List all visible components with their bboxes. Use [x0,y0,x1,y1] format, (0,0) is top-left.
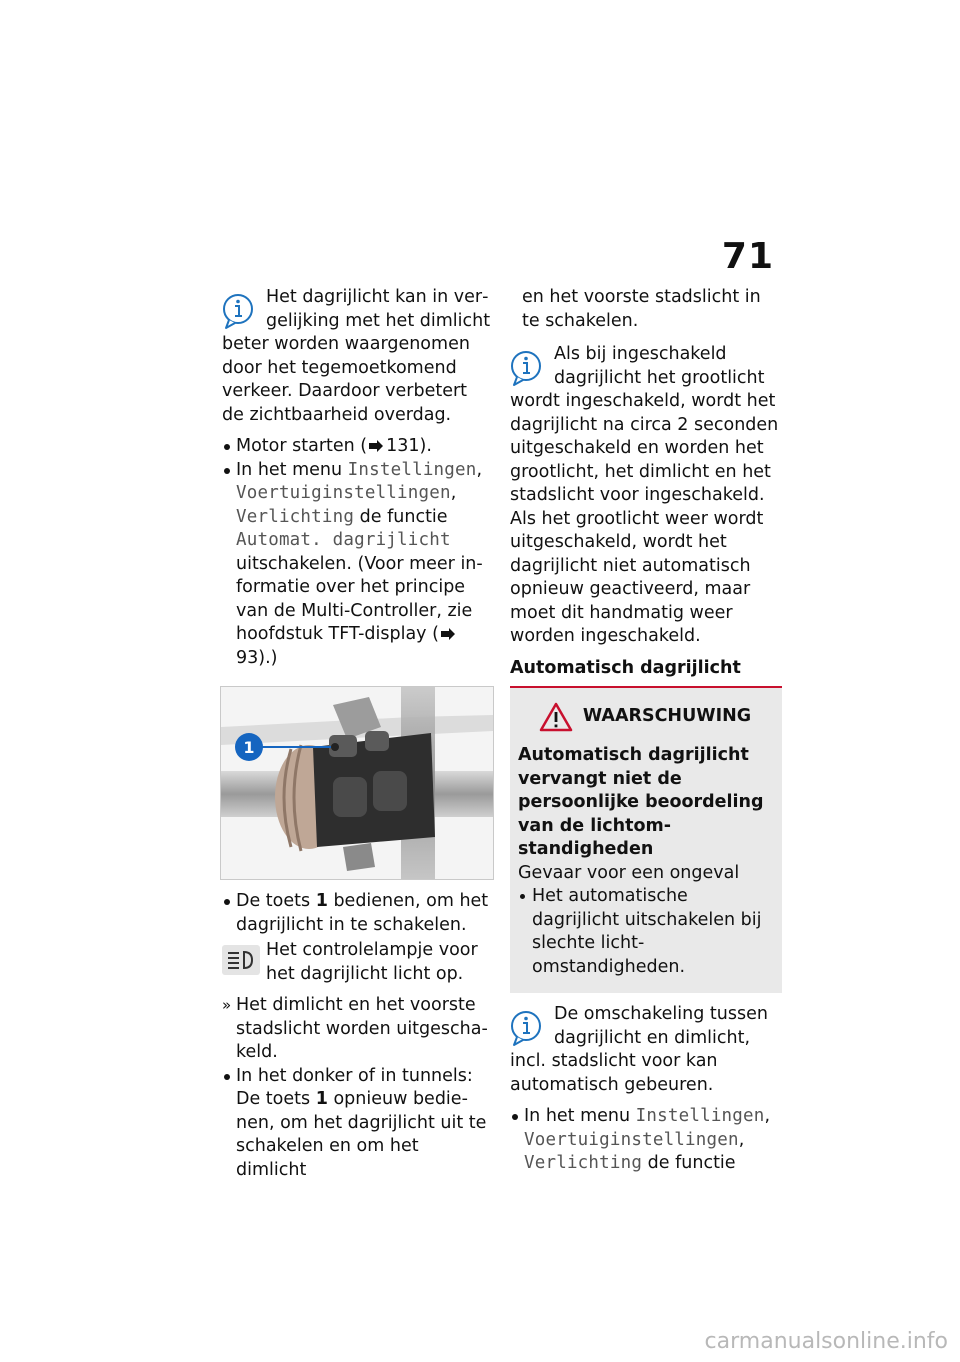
menu-item: Voertuiginstellingen [524,1129,739,1150]
warning-list-item: Het automatische dagrijlicht uitschakelen bij slechte lichtomstandigheden. [518,885,772,979]
left-column [222,286,494,1182]
result-item: » Het dimlicht en het voorste stadslicht worden uitgeschakeld. [222,995,488,1062]
continuation-text: en het voorste stadslicht in te schakelen. [522,287,761,331]
info-note [510,1003,782,1097]
watermark: carmanualsonline.info [704,1329,948,1354]
info-icon [510,349,544,389]
warning-danger: Gevaar voor een ongeval [518,862,740,883]
warning-label: WAARSCHUWING [582,706,752,727]
section-heading: Automatisch dagrijlicht [510,657,741,678]
list-item: Motor starten ( 131). [222,435,494,459]
info-note [510,343,782,649]
info-icon [510,1009,544,1049]
handlebar-switch-illustration [221,687,493,879]
info-note [222,286,494,427]
right-column [510,286,782,1176]
list-item: De toets 1 bedienen, om het dagrijlicht in te schakelen. [222,890,494,937]
key-reference: 1 [315,891,328,911]
menu-item: Verlichting [236,506,355,527]
note-text: Het dagrijlicht kan in vergelijking met het dimlicht beter worden waargenomen door het tegemoetkomend verkeer. Daardoor verbetert de zichtbaarheid overdag. [222,287,491,425]
page-ref-arrow-icon [369,436,383,448]
menu-item: Instellingen [347,459,477,480]
figure-callout-label: 1 [243,738,255,757]
warning-header [518,702,772,732]
page-reference[interactable]: 131). [386,436,432,456]
page-reference[interactable]: 93).) [236,647,278,668]
list-item: In het menu Instellingen, Voertuiginstellingen, Verlichting de functie [510,1105,782,1176]
list-item: In het donker of in tunnels: De toets 1 opnieuw bedienen, om het dagrijlicht uit te schakelen en om het dimlicht [222,1065,494,1183]
indicator-note: Het controlelampje voor het dagrijlicht licht op. [222,939,494,986]
page-number: 71 [721,236,774,277]
note-text: Als bij ingeschakeld dagrijlicht het grootlicht wordt ingeschakeld, wordt het dagrijlicht na circa 2 seconden uitgeschakeld en worden het grootlicht, het dimlicht en het stadslicht voor ingeschakeld. Als het grootlicht weer wordt uitgeschakeld, wordt het dagrijlicht niet automatisch opnieuw geactiveerd, maar moet dit handmatig weer worden ingeschakeld. [510,344,779,646]
warning-triangle-icon [539,702,573,732]
warning-title: Automatisch dagrijlicht vervangt niet de persoonlijke beoordeling van de lichtomstandigheden [518,745,764,859]
menu-item: Instellingen [635,1106,765,1126]
daytime-running-light-indicator-icon [222,945,260,975]
result-chevron-icon: » [222,996,232,1014]
menu-item: Voertuiginstellingen [236,483,451,503]
note-text: De omschakeling tussen dagrijlicht en dimlicht, incl. stadslicht voor kan automatisch gebeuren. [510,1004,768,1095]
key-reference: 1 [315,1089,328,1109]
page-ref-arrow-icon [441,624,455,636]
warning-box [510,688,782,993]
menu-item: Verlichting [524,1153,643,1173]
menu-item: Automat. dagrijlicht [236,530,451,550]
info-icon [222,292,256,332]
list-item: In het menu Instellingen, Voertuiginstellingen, Verlichting de functie Automat. dagrijlicht uitschakelen. (Voor meer informatie over het principe van de Multi-Controller, zie hoofdstuk TFT-display (93).) [222,459,494,671]
handlebar-switch-figure [220,686,494,880]
